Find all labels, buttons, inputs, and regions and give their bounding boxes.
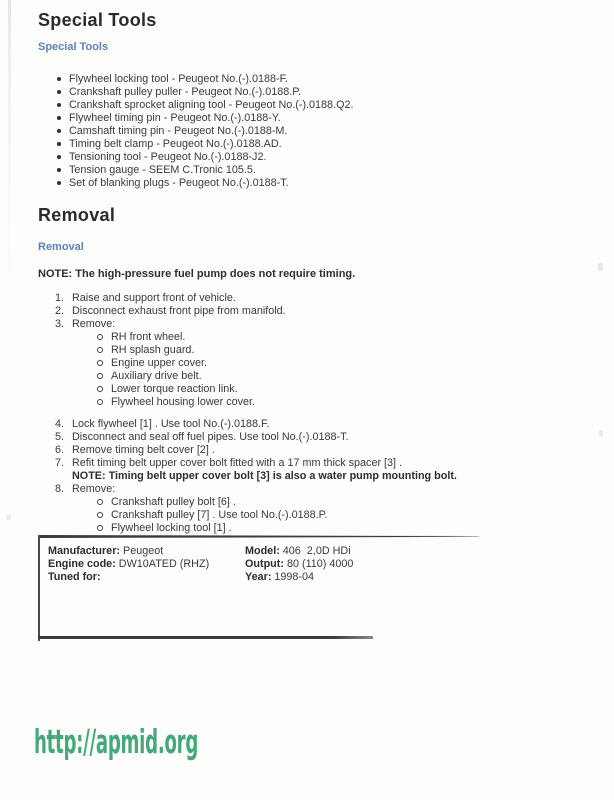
circle-bullet-icon [97,399,103,405]
list-item-text: Tension gauge - SEEM C.Tronic 105.5. [69,163,256,176]
bullet-icon [57,90,61,94]
step-text: Remove timing belt cover [2] . [72,443,215,456]
special-tools-list [57,72,353,189]
bullet-icon [57,181,61,185]
circle-bullet-icon [97,386,103,392]
info-row [48,571,209,584]
list-item [57,72,353,85]
step-text: Remove: [72,317,116,330]
list-item [57,163,353,176]
circle-bullet-icon [97,512,103,518]
circle-bullet-icon [97,334,103,340]
list-item-text: Crankshaft sprocket aligning tool - Peugeot No.(-).0188.Q2. [69,98,354,111]
step-text: Raise and support front of vehicle. [72,291,236,304]
special-tools-heading: Special Tools [38,10,157,30]
info-label: Model: [245,545,280,557]
step-text: Disconnect exhaust front pipe from manifold. [72,304,286,317]
circle-bullet-icon [97,373,103,379]
step7-note [55,469,457,482]
removal-steps-1-3 [55,291,286,408]
step-number: 4. [55,417,65,430]
numbered-step [55,304,286,317]
bullet-icon [57,103,61,107]
numbered-step [55,317,286,330]
bullet-icon [57,77,61,81]
sub-item [97,369,286,382]
sub-item [97,521,457,534]
vehicle-info-right-column [245,545,353,584]
sub-item-text: Engine upper cover. [111,356,208,369]
info-row [245,545,353,558]
info-label: Engine code: [48,558,116,570]
sub-item [97,382,286,395]
step-text: Lock flywheel [1] . Use tool No.(-).0188.F. [72,417,270,430]
sub-item-text: RH splash guard. [111,343,195,356]
bullet-icon [57,129,61,133]
circle-bullet-icon [97,347,103,353]
sub-item [97,343,286,356]
sub-item-text: Auxiliary drive belt. [111,369,202,382]
list-item [57,150,353,163]
numbered-step [55,443,457,456]
step-number: 6. [55,443,65,456]
info-box-top-border [38,535,479,538]
info-label: Manufacturer: [48,545,120,557]
scan-smudge [6,514,11,520]
list-item [57,176,353,189]
numbered-step [55,456,457,469]
list-item-text: Crankshaft pulley puller - Peugeot No.(-).0188.P. [69,85,302,98]
sub-item-text: Flywheel locking tool [1] . [111,521,232,534]
scan-smudge [598,263,603,271]
bullet-icon [57,168,61,172]
list-item [57,124,353,137]
list-item [57,137,353,150]
info-row [245,558,353,571]
removal-note: NOTE: The high-pressure fuel pump does not require timing. [38,268,356,280]
info-box-bottom-border [38,636,373,639]
removal-steps-4-8 [55,417,457,534]
list-item-text: Tensioning tool - Peugeot No.(-).0188-J2. [69,150,267,163]
special-tools-subheading: Special Tools [38,41,109,53]
info-row [48,558,209,571]
scan-smudge [599,430,603,437]
sub-item [97,395,286,408]
list-item-text: Camshaft timing pin - Peugeot No.(-).0188-M. [69,124,288,137]
info-value: DW10ATED (RHZ) [115,558,210,570]
step-text: Refit timing belt upper cover bolt fitted with a 17 mm thick spacer [3] . [72,456,403,469]
info-label: Tuned for: [48,571,101,583]
step-number: 1. [55,291,65,304]
list-item-text: Timing belt clamp - Peugeot No.(-).0188.AD. [69,137,282,150]
bullet-icon [57,142,61,146]
numbered-step [55,417,457,430]
vehicle-info-left-column [48,545,209,584]
list-item-text: Set of blanking plugs - Peugeot No.(-).0188-T. [69,176,289,189]
sub-item-text: RH front wheel. [111,330,186,343]
info-value: 1998-04 [271,571,315,583]
circle-bullet-icon [97,525,103,531]
list-item [57,98,353,111]
sub-item-text: Lower torque reaction link. [111,382,238,395]
watermark-url: http://apmid.org [34,722,199,761]
numbered-step [55,482,457,495]
scan-edge-artifact [8,0,11,300]
numbered-step [55,291,286,304]
info-value: 406 2,0D HDi [279,545,351,557]
sub-item-text: Crankshaft pulley bolt [6] . [111,495,236,508]
numbered-step [55,430,457,443]
step-note-text: NOTE: Timing belt upper cover bolt [3] is also a water pump mounting bolt. [72,469,457,482]
removal-heading: Removal [38,205,116,225]
bullet-icon [57,155,61,159]
circle-bullet-icon [97,360,103,366]
step-text: Disconnect and seal off fuel pipes. Use tool No.(-).0188-T. [72,430,349,443]
step-number: 3. [55,317,65,330]
list-item [57,111,353,124]
info-value: Peugeot [120,545,164,557]
info-label: Output: [245,558,284,570]
list-item-text: Flywheel locking tool - Peugeot No.(-).0188-F. [69,72,289,85]
sub-item-text: Flywheel housing lower cover. [111,395,256,408]
step-number: 5. [55,430,65,443]
removal-subheading: Removal [38,241,84,253]
list-item [57,85,353,98]
step-number: 7. [55,456,65,469]
sub-item [97,356,286,369]
info-row [48,545,209,558]
info-label: Year: [245,571,272,583]
step-number: 8. [55,482,65,495]
bullet-icon [57,116,61,120]
list-item-text: Flywheel timing pin - Peugeot No.(-).0188-Y. [69,111,281,124]
info-value: 80 (110) 4000 [283,558,354,570]
info-box-left-border [38,535,40,641]
sub-item [97,330,286,343]
sub-item [97,508,457,521]
step-number: 2. [55,304,65,317]
sub-item-text: Crankshaft pulley [7] . Use tool No.(-).0188.P. [111,508,328,521]
step-text: Remove: [72,482,116,495]
sub-item [97,495,457,508]
info-row [245,571,353,584]
circle-bullet-icon [97,499,103,505]
